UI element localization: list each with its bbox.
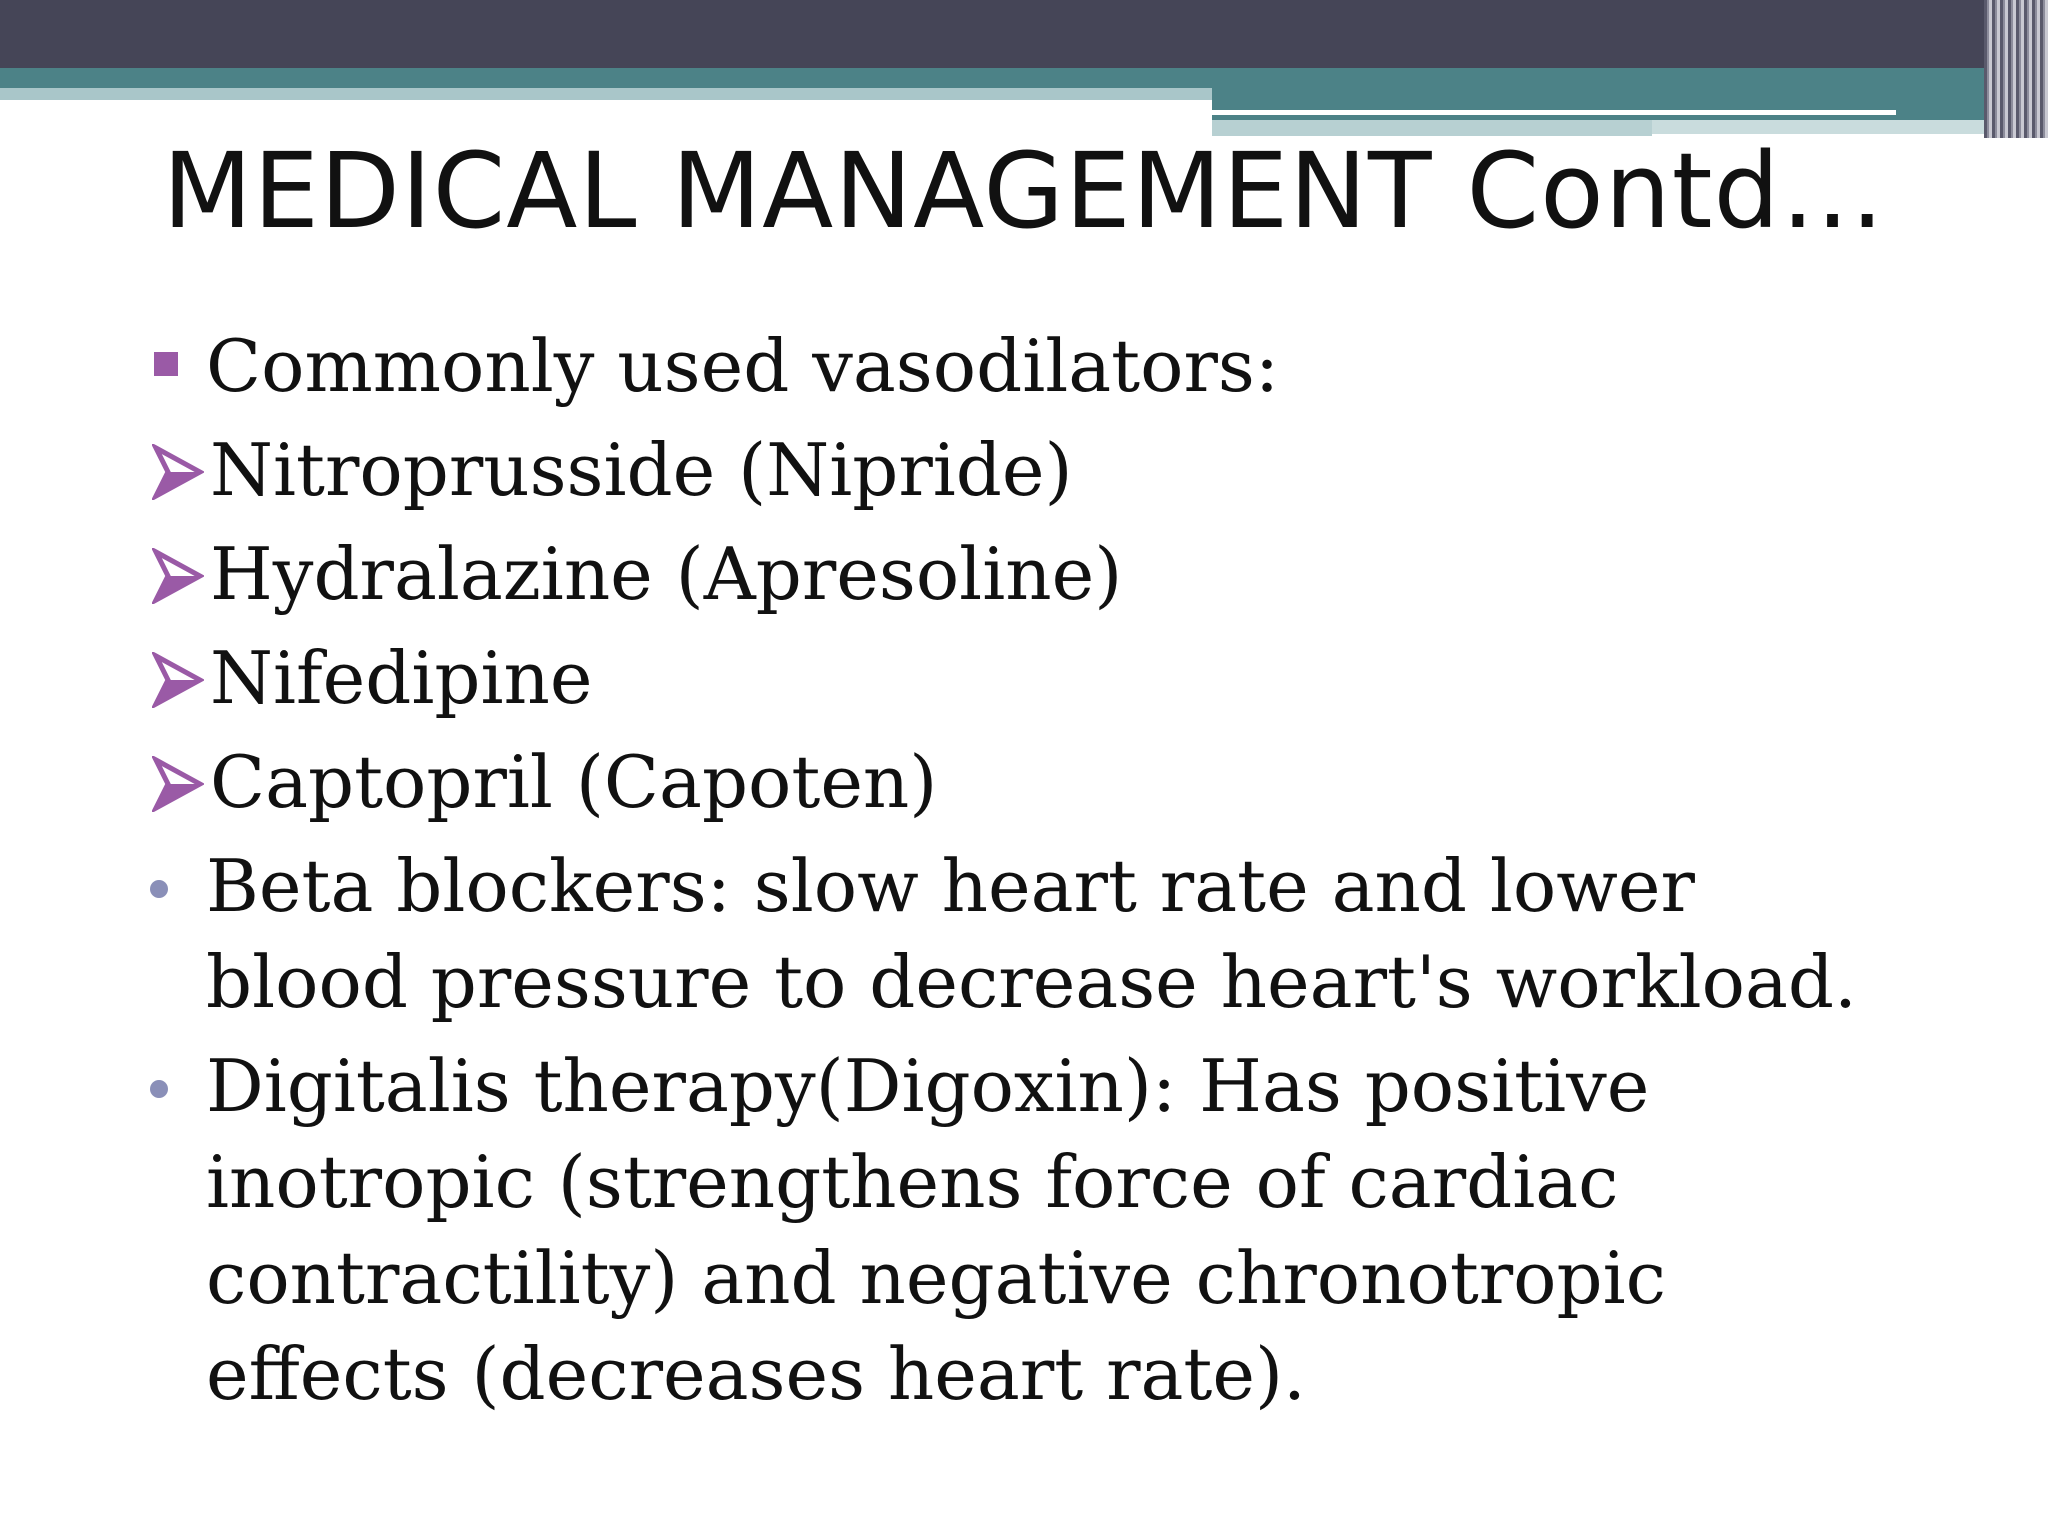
- list-item-text: Hydralazine (Apresoline): [210, 532, 1123, 616]
- list-item-text: Nitroprusside (Nipride): [210, 428, 1073, 512]
- arrow-bullet-icon: [152, 652, 204, 708]
- banner-stripes: [1984, 0, 2048, 138]
- arrow-bullet-icon: [152, 756, 204, 812]
- arrow-bullet-icon: [152, 444, 204, 500]
- square-bullet-icon: [154, 352, 178, 376]
- list-item-text: Digitalis therapy(Digoxin): Has positive inotropic (strengthens force of cardiac contractility) and negative chronotropic effects (decreases heart rate).: [206, 1044, 1666, 1416]
- list-item-text: Nifedipine: [210, 636, 593, 720]
- list-item-vasodilator: [150, 734, 1910, 830]
- banner-light-band-left: [0, 88, 1212, 100]
- list-item-vasodilator: [150, 630, 1910, 726]
- arrow-bullet-icon: [152, 548, 204, 604]
- dot-bullet-icon: [150, 880, 168, 898]
- slide-title: MEDICAL MANAGEMENT Contd…: [162, 130, 1886, 252]
- list-item-vasodilators-heading: [150, 318, 1910, 414]
- dot-bullet-icon: [150, 1080, 168, 1098]
- slide-body: [150, 318, 1910, 1430]
- list-item-vasodilator: [150, 526, 1910, 622]
- list-item-text: Commonly used vasodilators:: [206, 324, 1280, 408]
- list-item-text: Captopril (Capoten): [210, 740, 938, 824]
- banner-white-line: [1212, 110, 1896, 115]
- list-item-beta-blockers: [150, 838, 1910, 1030]
- list-item-vasodilator: [150, 422, 1910, 518]
- banner-dark-band: [0, 0, 2048, 68]
- list-item-text: Beta blockers: slow heart rate and lower blood pressure to decrease heart's workload.: [206, 844, 1857, 1024]
- banner-teal-band: [0, 68, 2048, 88]
- list-item-digitalis: [150, 1038, 1910, 1422]
